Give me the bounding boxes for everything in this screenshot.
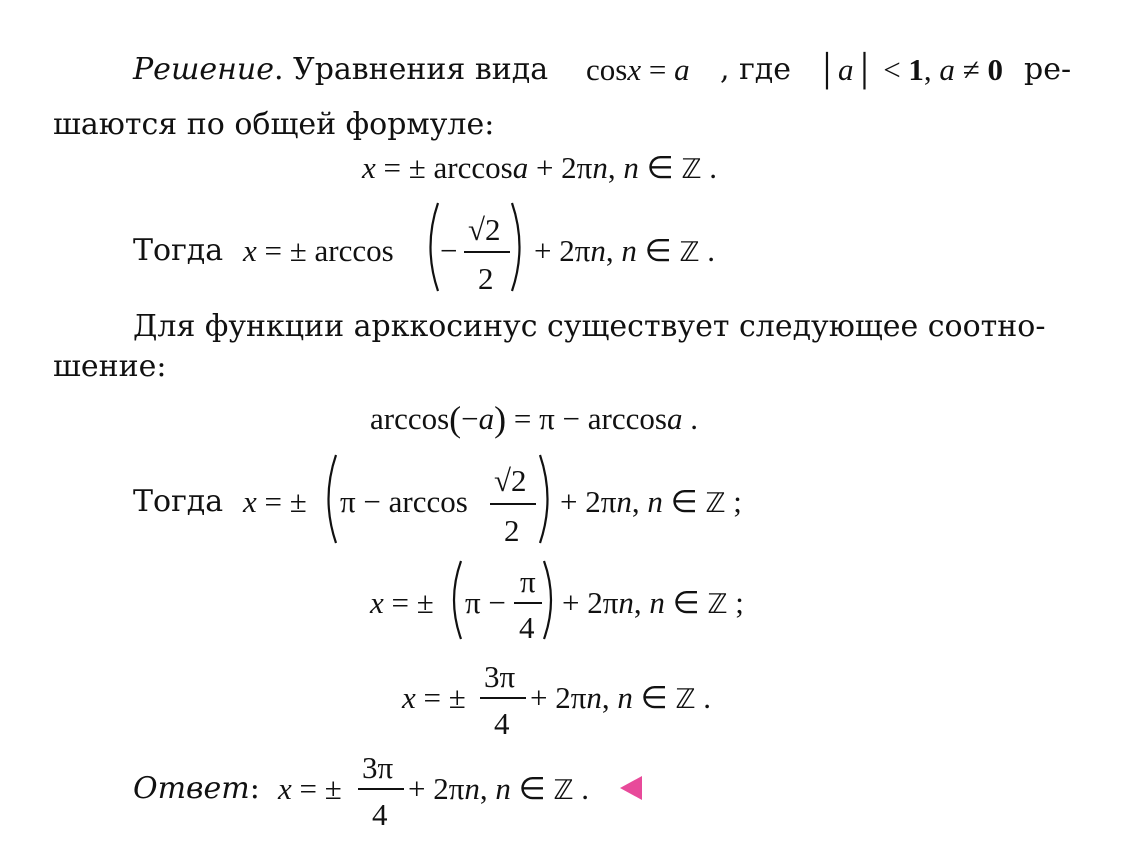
- paren-left-3: [443, 558, 465, 642]
- three-pi-numerator-b: 3π: [362, 750, 394, 785]
- formula-then-2-mid: π − arccos: [340, 484, 468, 519]
- paragraph2-line2: шение:: [53, 349, 167, 384]
- formula-step-3-tail: + 2πn, n ∈ ℤ ;: [562, 585, 744, 620]
- fraction-bar-1: [464, 251, 510, 253]
- fraction-bar-5: [358, 788, 404, 790]
- paren-right-3: [540, 558, 562, 642]
- formula-arccos-identity: arccos(−a) = π − arccosa .: [370, 399, 698, 439]
- formula-step-4: x = ±: [402, 680, 466, 715]
- answer-label: Ответ: [133, 771, 250, 806]
- formula-then-1-tail: + 2πn, n ∈ ℤ .: [534, 233, 716, 268]
- denominator-4-a: 4: [519, 610, 535, 645]
- paragraph1-text-a: . Уравнения вида: [273, 52, 549, 87]
- denominator-4-b: 4: [494, 706, 510, 741]
- formula-cos-x-eq-a: cosx = a: [586, 52, 690, 87]
- fraction-bar-2: [490, 503, 536, 505]
- solution-heading: Решение: [133, 52, 274, 87]
- paren-right-2: [536, 452, 558, 546]
- paragraph2-line1: Для функции арккосинус существует следующее соотно-: [133, 309, 1046, 344]
- formula-then-2: x = ±: [243, 484, 307, 519]
- paren-right-1: [508, 200, 530, 294]
- formula-general-solution: x = ± arccosa + 2πn, n ∈ ℤ .: [362, 150, 717, 185]
- three-pi-numerator-a: 3π: [484, 659, 516, 694]
- then-word-1: Тогда: [133, 233, 224, 268]
- paren-left-1: [420, 200, 442, 294]
- then-word-2: Тогда: [133, 484, 224, 519]
- formula-then-2-tail: + 2πn, n ∈ ℤ ;: [560, 484, 742, 519]
- formula-answer: x = ±: [278, 771, 342, 806]
- answer-colon: :: [249, 771, 260, 806]
- pi-numerator: π: [520, 564, 536, 599]
- denominator-2-a: 2: [478, 261, 494, 296]
- paragraph1-text-b: , где: [720, 52, 792, 87]
- paragraph1-line2: шаются по общей формуле:: [53, 107, 495, 142]
- formula-abs-a-lt-1: │a│ < 1, a ≠ 0: [816, 52, 1003, 87]
- paren-left-2: [318, 452, 340, 546]
- denominator-4-c: 4: [372, 797, 388, 832]
- paragraph1-text-c: ре-: [1024, 52, 1072, 87]
- formula-then-1: x = ± arccos: [243, 233, 394, 268]
- formula-step-4-tail: + 2πn, n ∈ ℤ .: [530, 680, 712, 715]
- sqrt2-numerator-2: √2: [494, 463, 527, 498]
- end-of-solution-marker: [620, 776, 642, 800]
- formula-answer-tail: + 2πn, n ∈ ℤ .: [408, 771, 590, 806]
- denominator-2-b: 2: [504, 513, 520, 548]
- minus-sign: −: [440, 233, 458, 268]
- formula-step-3-mid: π −: [465, 585, 506, 620]
- sqrt2-numerator-1: √2: [468, 212, 501, 247]
- fraction-bar-4: [480, 697, 526, 699]
- fraction-bar-3: [514, 602, 542, 604]
- formula-step-3: x = ±: [370, 585, 434, 620]
